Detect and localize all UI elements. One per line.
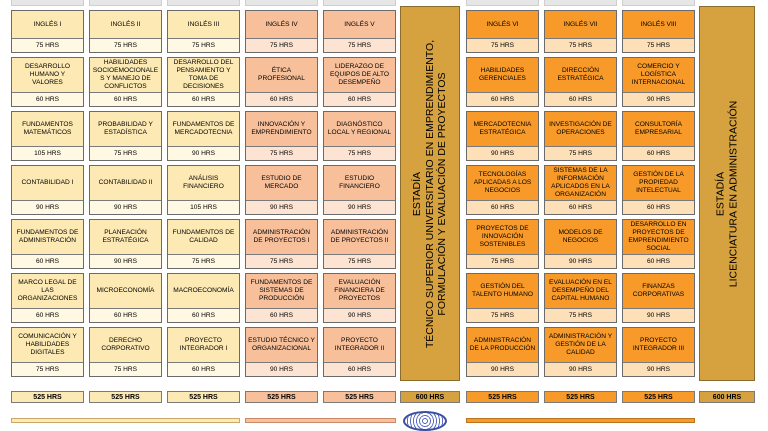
subject-cell: [544, 165, 617, 215]
subject-title: ADMINISTRACIÓN DE LA PRODUCCIÓN: [469, 337, 536, 352]
subject-hours: 75 HRS: [324, 38, 395, 52]
subject-hours: 75 HRS: [545, 38, 616, 52]
subject-hours: 90 HRS: [623, 92, 694, 106]
subject-hours: 90 HRS: [467, 146, 538, 160]
column-header: [323, 0, 396, 6]
subject-cell: [466, 273, 539, 323]
term-total-hours: 525 HRS: [245, 391, 318, 403]
subject-cell: [323, 111, 396, 161]
subject-hours: 90 HRS: [324, 308, 395, 322]
subject-hours: 60 HRS: [90, 308, 161, 322]
subject-title: GESTIÓN DE LA PROPIEDAD INTELECTUAL: [633, 171, 684, 194]
estadia-tsu-panel: [400, 6, 460, 381]
subject-title: PLANEACIÓN ESTRATÉGICA: [102, 229, 149, 244]
estadia-lic-total: 600 HRS: [699, 391, 755, 403]
subject-hours: 75 HRS: [467, 38, 538, 52]
subject-hours: 90 HRS: [246, 200, 317, 214]
subject-hours: 75 HRS: [545, 146, 616, 160]
estadia-tsu-title: ESTADÍA: [411, 171, 424, 216]
next-section-strip: [466, 418, 695, 423]
subject-cell: [466, 111, 539, 161]
subject-title: MERCADOTECNIA ESTRATÉGICA: [473, 121, 532, 136]
subject-cell: [245, 327, 318, 377]
subject-hours: 90 HRS: [324, 200, 395, 214]
subject-cell: [11, 327, 84, 377]
subject-title: MODELOS DE NEGOCIOS: [558, 229, 603, 244]
subject-hours: 75 HRS: [324, 254, 395, 268]
column-header: [466, 0, 539, 6]
subject-hours: 60 HRS: [545, 92, 616, 106]
subject-cell: [323, 57, 396, 107]
subject-title: FUNDAMENTOS DE SISTEMAS DE PRODUCCIÓN: [250, 279, 313, 302]
subject-title: MACROECONOMÍA: [173, 287, 234, 295]
subject-title: ADMINISTRACIÓN DE PROYECTOS I: [252, 229, 311, 244]
subject-hours: 60 HRS: [12, 92, 83, 106]
subject-title: GESTIÓN DEL TALENTO HUMANO: [472, 283, 533, 298]
subject-cell: [89, 57, 162, 107]
subject-title: MICROECONOMÍA: [96, 287, 155, 295]
subject-title: ESTUDIO DE MERCADO: [261, 175, 302, 190]
term-total-hours: 525 HRS: [323, 391, 396, 403]
subject-hours: 60 HRS: [467, 92, 538, 106]
subject-title: PROYECTO INTEGRADOR I: [179, 337, 228, 352]
subject-hours: 90 HRS: [623, 308, 694, 322]
estadia-tsu-text: [411, 39, 449, 347]
subject-title: COMUNICACIÓN Y HABILIDADES DIGITALES: [18, 333, 77, 356]
subject-hours: 60 HRS: [246, 308, 317, 322]
subject-hours: 75 HRS: [246, 254, 317, 268]
subject-hours: 90 HRS: [246, 362, 317, 376]
subject-title: ESTUDIO FINANCIERO: [339, 175, 380, 190]
subject-cell: [167, 165, 240, 215]
subject-hours: 105 HRS: [12, 146, 83, 160]
subject-cell: [622, 10, 695, 53]
column-header: [622, 0, 695, 6]
subject-hours: 60 HRS: [467, 200, 538, 214]
subject-cell: [89, 327, 162, 377]
subject-hours: 90 HRS: [168, 146, 239, 160]
subject-title: TECNOLOGÍAS APLICADAS A LOS NEGOCIOS: [473, 171, 532, 194]
subject-hours: 75 HRS: [246, 146, 317, 160]
subject-cell: [323, 327, 396, 377]
subject-title: PROBABILIDAD Y ESTADÍSTICA: [98, 121, 153, 136]
subject-title: CONTABILIDAD I: [21, 179, 74, 187]
subject-cell: [245, 111, 318, 161]
subject-cell: [466, 57, 539, 107]
subject-hours: 75 HRS: [545, 308, 616, 322]
subject-title: DESARROLLO HUMANO Y VALORES: [24, 63, 71, 86]
subject-hours: 75 HRS: [246, 38, 317, 52]
term-total-hours: 525 HRS: [167, 391, 240, 403]
subject-cell: [245, 219, 318, 269]
subject-hours: 60 HRS: [246, 92, 317, 106]
subject-hours: 105 HRS: [168, 200, 239, 214]
subject-hours: 90 HRS: [545, 362, 616, 376]
subject-hours: 60 HRS: [168, 308, 239, 322]
subject-hours: 60 HRS: [324, 362, 395, 376]
subject-cell: [544, 273, 617, 323]
subject-hours: 75 HRS: [324, 146, 395, 160]
subject-title: FUNDAMENTOS DE MERCADOTECNIA: [172, 121, 235, 136]
subject-title: ADMINISTRACIÓN DE PROYECTOS II: [330, 229, 389, 244]
subject-cell: [245, 57, 318, 107]
subject-cell: [11, 111, 84, 161]
subject-cell: [167, 10, 240, 53]
column-header: [544, 0, 617, 6]
subject-title: ÉTICA PROFESIONAL: [258, 67, 305, 82]
subject-cell: [167, 57, 240, 107]
subject-title: CONSULTORÍA EMPRESARIAL: [634, 121, 683, 136]
subject-title: INGLÉS VII: [563, 20, 598, 28]
subject-hours: 75 HRS: [168, 38, 239, 52]
subject-title: HABILIDADES GERENCIALES: [479, 67, 526, 82]
subject-hours: 60 HRS: [623, 200, 694, 214]
subject-cell: [11, 165, 84, 215]
subject-cell: [466, 327, 539, 377]
subject-hours: 75 HRS: [467, 254, 538, 268]
university-seal-icon: [403, 411, 447, 431]
column-header: [11, 0, 84, 6]
subject-hours: 90 HRS: [467, 362, 538, 376]
subject-cell: [245, 273, 318, 323]
subject-hours: 90 HRS: [545, 254, 616, 268]
subject-title: PROYECTO INTEGRADOR III: [632, 337, 685, 352]
subject-title: ANÁLISIS FINANCIERO: [183, 175, 224, 190]
column-header: [89, 0, 162, 6]
subject-hours: 75 HRS: [12, 362, 83, 376]
subject-title: MARCO LEGAL DE LAS ORGANIZACIONES: [17, 279, 78, 302]
subject-hours: 90 HRS: [90, 254, 161, 268]
subject-title: INGLÉS II: [110, 20, 141, 28]
subject-hours: 75 HRS: [90, 146, 161, 160]
subject-cell: [89, 111, 162, 161]
subject-title: EVALUACIÓN EN EL DESEMPEÑO DEL CAPITAL HUMANO: [549, 279, 612, 302]
subject-hours: 75 HRS: [168, 254, 239, 268]
estadia-lic-title: ESTADÍA: [714, 171, 727, 216]
subject-title: SISTEMAS DE LA INFORMACIÓN APLICADOS EN LA ORGANIZACIÓN: [551, 167, 610, 198]
subject-title: FUNDAMENTOS DE CALIDAD: [172, 229, 235, 244]
subject-hours: 60 HRS: [324, 92, 395, 106]
subject-title: DESARROLLO EN PROYECTOS DE EMPRENDIMIENTO SOCIAL: [628, 221, 689, 252]
subject-hours: 90 HRS: [90, 200, 161, 214]
estadia-lic-panel: [699, 6, 755, 381]
subject-cell: [245, 165, 318, 215]
subject-title: DIAGNÓSTICO LOCAL Y REGIONAL: [327, 121, 392, 136]
subject-cell: [622, 111, 695, 161]
subject-title: INGLÉS V: [344, 20, 375, 28]
term-total-hours: 525 HRS: [466, 391, 539, 403]
estadia-lic-text: [714, 100, 739, 287]
subject-cell: [11, 57, 84, 107]
subject-cell: [89, 273, 162, 323]
term-total-hours: 525 HRS: [11, 391, 84, 403]
subject-title: CONTABILIDAD II: [98, 179, 153, 187]
subject-hours: 60 HRS: [12, 308, 83, 322]
column-header: [245, 0, 318, 6]
subject-cell: [11, 10, 84, 53]
next-section-strip: [11, 418, 240, 423]
subject-hours: 75 HRS: [12, 38, 83, 52]
subject-title: COMERCIO Y LOGÍSTICA INTERNACIONAL: [631, 63, 686, 86]
estadia-lic-degree: LICENCIATURA EN ADMINISTRACIÓN: [727, 100, 739, 287]
subject-hours: 75 HRS: [623, 38, 694, 52]
subject-title: INGLÉS VI: [486, 20, 519, 28]
subject-title: INVESTIGACIÓN DE OPERACIONES: [549, 121, 612, 136]
next-section-strip: [245, 418, 396, 423]
subject-cell: [11, 219, 84, 269]
estadia-tsu-degree-line2: FORMULACIÓN Y EVALUACIÓN DE PROYECTOS: [436, 71, 449, 316]
subject-cell: [622, 57, 695, 107]
subject-hours: 60 HRS: [90, 92, 161, 106]
subject-cell: [323, 273, 396, 323]
subject-cell: [544, 327, 617, 377]
subject-title: FUNDAMENTOS DE ADMINISTRACIÓN: [16, 229, 79, 244]
subject-title: INGLÉS III: [187, 20, 220, 28]
estadia-tsu-total: 600 HRS: [400, 391, 460, 403]
subject-title: FINANZAS CORPORATIVAS: [632, 283, 685, 298]
subject-cell: [544, 111, 617, 161]
subject-title: INGLÉS I: [33, 20, 62, 28]
subject-cell: [466, 165, 539, 215]
subject-title: DERECHO CORPORATIVO: [101, 337, 150, 352]
subject-hours: 75 HRS: [90, 38, 161, 52]
subject-cell: [89, 219, 162, 269]
subject-cell: [323, 165, 396, 215]
subject-title: PROYECTO INTEGRADOR II: [334, 337, 385, 352]
subject-cell: [323, 10, 396, 53]
subject-hours: 60 HRS: [623, 146, 694, 160]
term-total-hours: 525 HRS: [89, 391, 162, 403]
subject-hours: 75 HRS: [90, 362, 161, 376]
subject-title: INNOVACIÓN Y EMPRENDIMIENTO: [251, 121, 312, 136]
subject-cell: [622, 327, 695, 377]
subject-cell: [89, 165, 162, 215]
subject-cell: [167, 219, 240, 269]
subject-cell: [544, 10, 617, 53]
subject-hours: 60 HRS: [623, 254, 694, 268]
subject-cell: [544, 219, 617, 269]
subject-cell: [167, 327, 240, 377]
subject-cell: [167, 111, 240, 161]
subject-title: INGLÉS VIII: [640, 20, 677, 28]
subject-title: DESARROLLO DEL PENSAMIENTO Y TOMA DE DECISIONES: [173, 59, 234, 90]
subject-hours: 90 HRS: [623, 362, 694, 376]
subject-hours: 60 HRS: [168, 362, 239, 376]
subject-title: INGLÉS IV: [265, 20, 298, 28]
subject-cell: [11, 273, 84, 323]
subject-hours: 60 HRS: [168, 92, 239, 106]
subject-title: HABILIDADES SOCIOEMOCIONALE S Y MANEJO DE CONFLICTOS: [92, 59, 159, 90]
subject-title: LIDERAZGO DE EQUIPOS DE ALTO DESEMPEÑO: [329, 63, 390, 86]
subject-hours: 75 HRS: [467, 308, 538, 322]
subject-cell: [466, 219, 539, 269]
subject-title: EVALUACIÓN FINANCIERA DE PROYECTOS: [334, 279, 385, 302]
subject-cell: [167, 273, 240, 323]
subject-title: ADMINISTRACIÓN Y GESTIÓN DE LA CALIDAD: [548, 333, 613, 356]
subject-title: DIRECCIÓN ESTRATÉGICA: [557, 67, 604, 82]
subject-hours: 90 HRS: [12, 200, 83, 214]
subject-cell: [245, 10, 318, 53]
subject-title: ESTUDIO TÉCNICO Y ORGANIZACIONAL: [248, 337, 315, 352]
subject-cell: [622, 219, 695, 269]
term-total-hours: 525 HRS: [622, 391, 695, 403]
subject-hours: 60 HRS: [545, 200, 616, 214]
subject-cell: [622, 273, 695, 323]
subject-cell: [622, 165, 695, 215]
subject-cell: [544, 57, 617, 107]
subject-cell: [89, 10, 162, 53]
estadia-tsu-degree-line1: TÉCNICO SUPERIOR UNIVERSITARIO EN EMPRENDIMIENTO,: [423, 39, 436, 348]
subject-cell: [323, 219, 396, 269]
column-header: [167, 0, 240, 6]
subject-title: PROYECTOS DE INNOVACIÓN SOSTENIBLES: [476, 225, 529, 248]
term-total-hours: 525 HRS: [544, 391, 617, 403]
subject-hours: 60 HRS: [12, 254, 83, 268]
subject-title: FUNDAMENTOS MATEMÁTICOS: [22, 121, 73, 136]
subject-cell: [466, 10, 539, 53]
